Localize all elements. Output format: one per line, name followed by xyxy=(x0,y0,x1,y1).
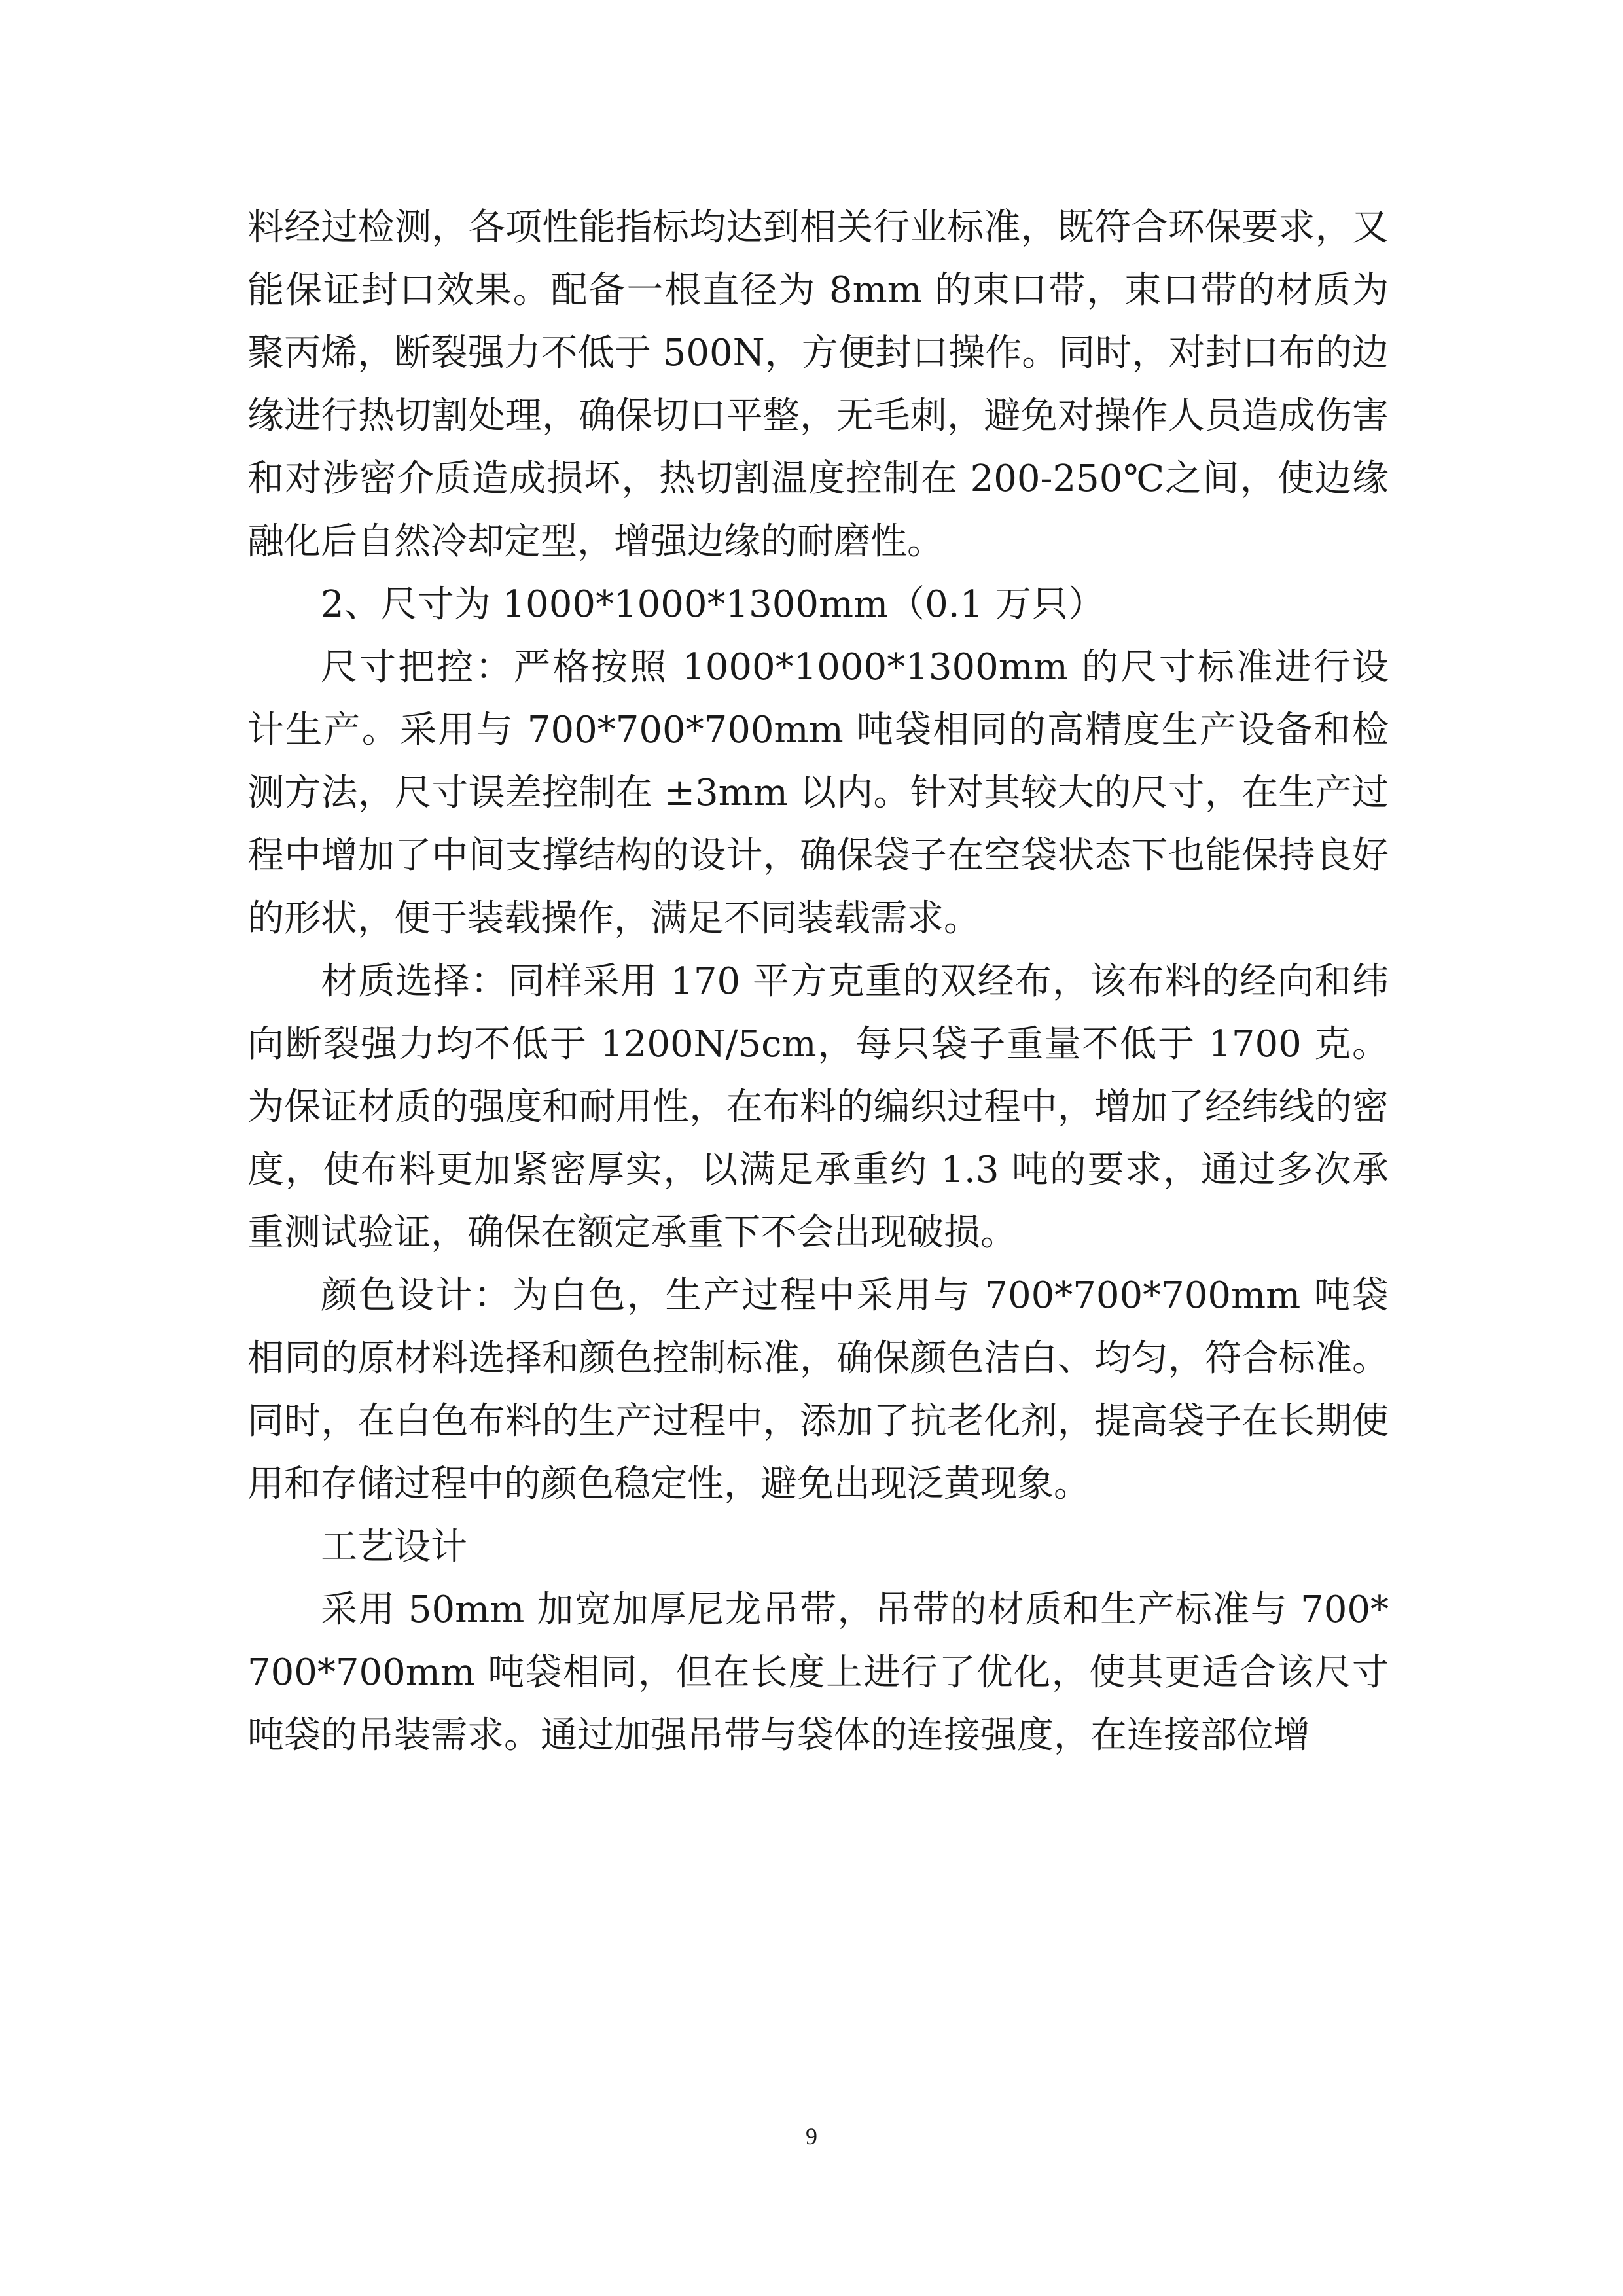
paragraph-color-design: 颜色设计：为白色，生产过程中采用与 700*700*700mm 吨袋相同的原材料选择和颜色控制标准，确保颜色洁白、均匀，符合标准。同时，在白色布料的生产过程中，添加了抗老化剂，提高袋子在长期使用和存储过程中的颜色稳定性，避免出现泛黄现象。 xyxy=(247,1274,1389,1505)
paragraph-material-selection: 材质选择：同样采用 170 平方克重的双经布，该布料的经向和纬向断裂强力均不低于 1200N/5cm，每只袋子重量不低于 1700 克。为保证材质的强度和耐用性，在布料的编织过程中，增加了经纬线的密度，使布料更加紧密厚实，以满足承重约 1.3 吨的要求，通过多次承重测试验证，确保在额定承重下不会出现破损。 xyxy=(247,960,1389,1254)
page-number: 9 xyxy=(806,2123,817,2149)
document-body xyxy=(247,196,1389,1767)
paragraph-size-control: 尺寸把控：严格按照 1000*1000*1300mm 的尺寸标准进行设计生产。采用与 700*700*700mm 吨袋相同的高精度生产设备和检测方法，尺寸误差控制在 ±3mm 以内。针对其较大的尺寸，在生产过程中增加了中间支撑结构的设计，确保袋子在空袋状态下也能保持良好的形状，便于装载操作，满足不同装载需求。 xyxy=(247,646,1389,940)
section-heading-size-1000: 2、尺寸为 1000*1000*1300mm（0.1 万只） xyxy=(321,583,1105,626)
subheading-process-design: 工艺设计 xyxy=(321,1526,467,1568)
paragraph-seal-cloth-continuation: 料经过检测，各项性能指标均达到相关行业标准，既符合环保要求，又能保证封口效果。配备一根直径为 8mm 的束口带，束口带的材质为聚丙烯，断裂强力不低于 500N，方便封口操作。同时，对封口布的边缘进行热切割处理，确保切口平整，无毛刺，避免对操作人员造成伤害和对涉密介质造成损坏，热切割温度控制在 200-250℃之间，使边缘融化后自然冷却定型，增强边缘的耐磨性。 xyxy=(247,206,1389,563)
paragraph-process-design: 采用 50mm 加宽加厚尼龙吊带，吊带的材质和生产标准与 700*700*700mm 吨袋相同，但在长度上进行了优化，使其更适合该尺寸吨袋的吊装需求。通过加强吊带与袋体的连接强度，在连接部位增 xyxy=(247,1588,1389,1757)
